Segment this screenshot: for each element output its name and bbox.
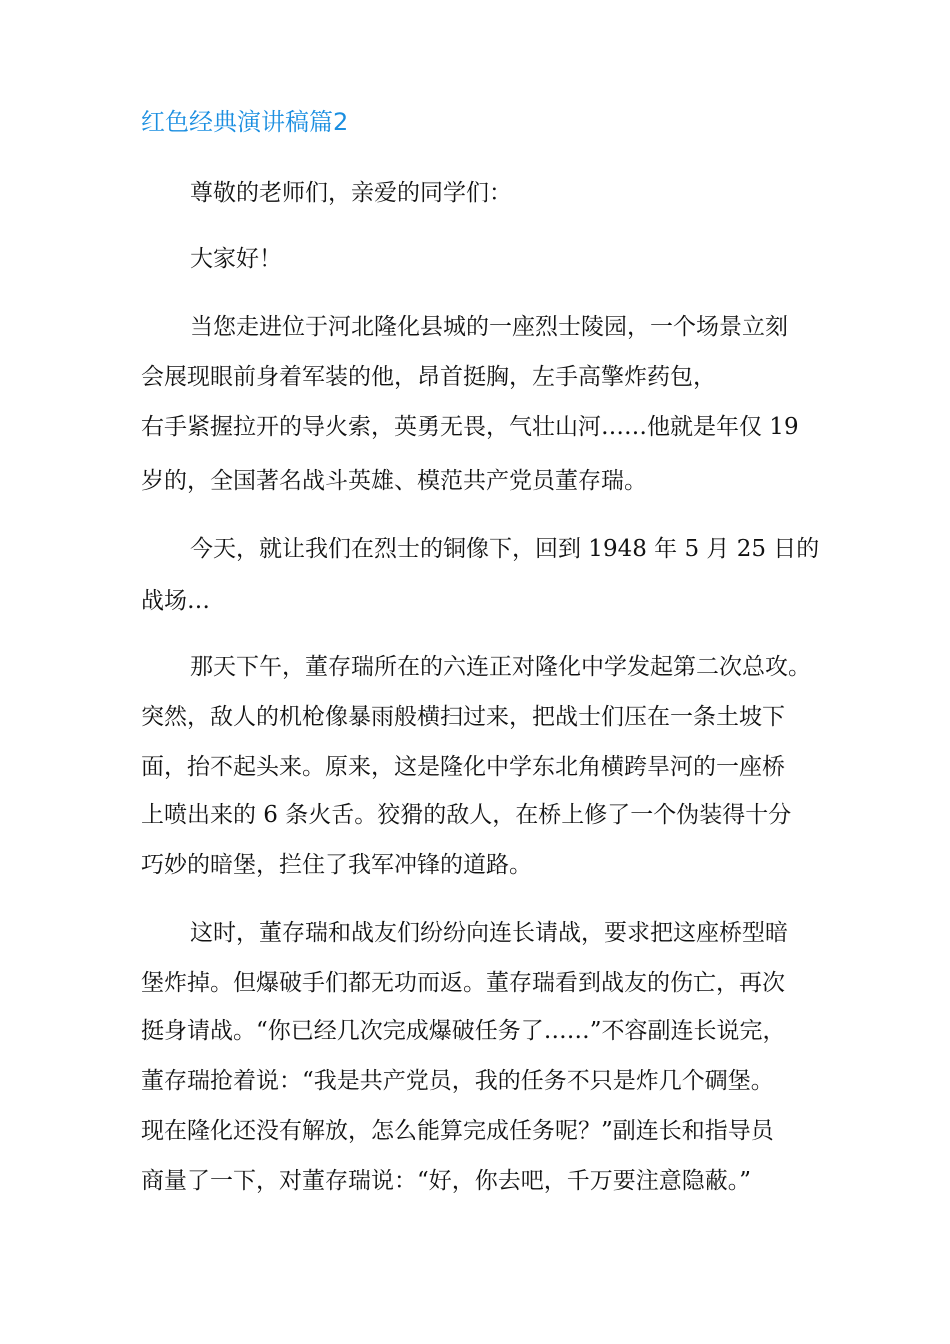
paragraph-2-line-1: 今天，就让我们在烈士的铜像下，回到 1948 年 5 月 25 日的 (190, 536, 820, 562)
paragraph-3-line-4: 上喷出来的 6 条火舌。狡猾的敌人，在桥上修了一个伪装得十分 (141, 802, 792, 828)
paragraph-4-line-4: 董存瑞抢着说：“我是共产党员，我的任务不只是炸几个碉堡。 (141, 1068, 774, 1094)
paragraph-3-line-2: 突然，敌人的机枪像暴雨般横扫过来，把战士们压在一条土坡下 (141, 704, 785, 730)
paragraph-4-line-2: 堡炸掉。但爆破手们都无功而返。董存瑞看到战友的伤亡，再次 (141, 970, 785, 996)
paragraph-2-line-2: 战场… (141, 588, 210, 614)
salutation-line: 尊敬的老师们，亲爱的同学们： (190, 180, 512, 206)
paragraph-4-line-5: 现在隆化还没有解放，怎么能算完成任务呢？”副连长和指导员 (141, 1118, 774, 1144)
paragraph-4-line-1: 这时，董存瑞和战友们纷纷向连长请战，要求把这座桥型暗 (190, 920, 788, 946)
paragraph-4-line-6: 商量了一下，对董存瑞说：“好，你去吧，千万要注意隐蔽。” (141, 1168, 752, 1194)
paragraph-3-line-5: 巧妙的暗堡，拦住了我军冲锋的道路。 (141, 852, 532, 878)
paragraph-1-line-2: 会展现眼前身着军装的他，昂首挺胸，左手高擎炸药包， (141, 364, 716, 390)
paragraph-4-line-3: 挺身请战。“你已经几次完成爆破任务了……”不容副连长说完， (141, 1018, 786, 1044)
paragraph-3-line-1: 那天下午，董存瑞所在的六连正对隆化中学发起第二次总攻。 (190, 654, 811, 680)
paragraph-1-line-3: 右手紧握拉开的导火索，英勇无畏，气壮山河……他就是年仅 19 (141, 414, 799, 440)
paragraph-3-line-3: 面，抬不起头来。原来，这是隆化中学东北角横跨旱河的一座桥 (141, 754, 785, 780)
paragraph-1-line-4: 岁的，全国著名战斗英雄、模范共产党员董存瑞。 (141, 468, 647, 494)
greeting-line: 大家好！ (190, 246, 282, 272)
document-title: 红色经典演讲稿篇2 (141, 108, 349, 136)
paragraph-1-line-1: 当您走进位于河北隆化县城的一座烈士陵园，一个场景立刻 (190, 314, 788, 340)
